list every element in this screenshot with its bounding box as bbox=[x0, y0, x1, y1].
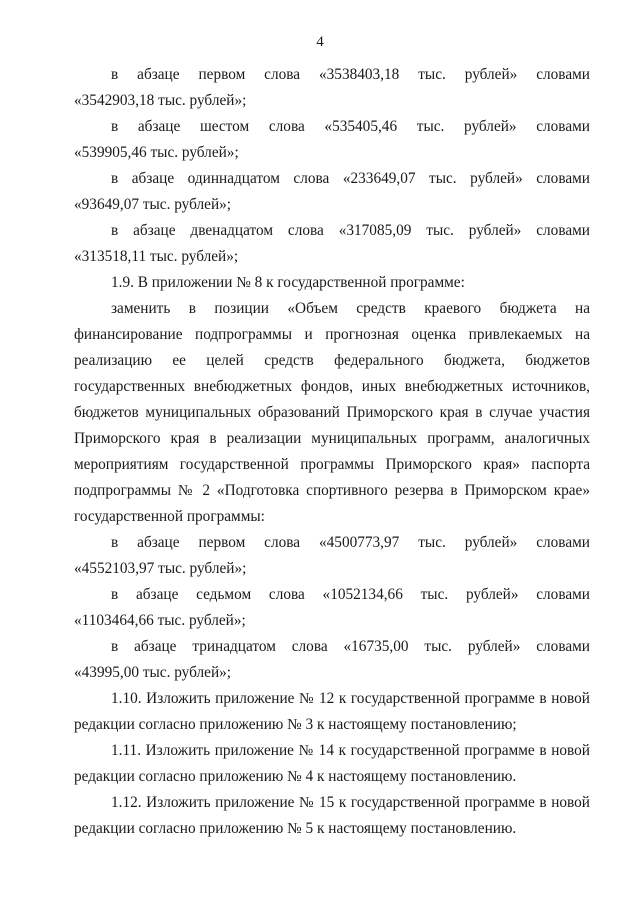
text-line: в абзаце первом слова «3538403,18 тыс. рублей» словами bbox=[111, 66, 590, 83]
text-line: 1.11. Изложить приложение № 14 к государственной программе в новой bbox=[111, 742, 590, 759]
text-line: Приморского края в реализации муниципальных программ, аналогичных bbox=[74, 430, 590, 447]
text-line: в абзаце тринадцатом слова «16735,00 тыс. рублей» словами bbox=[111, 638, 590, 655]
text-line: реализацию ее целей средств федерального бюджета, бюджетов bbox=[74, 352, 590, 369]
text-line: «4552103,97 тыс. рублей»; bbox=[74, 560, 247, 577]
text-line: 1.9. В приложении № 8 к государственной программе: bbox=[111, 274, 465, 291]
text-line: финансирование подпрограммы и прогнозная оценка привлекаемых на bbox=[74, 326, 590, 343]
text-line: бюджетов муниципальных образований Приморского края в случае участия bbox=[74, 404, 590, 421]
text-line: мероприятиям государственной программы Приморского края» паспорта bbox=[74, 456, 590, 473]
text-line: редакции согласно приложению № 3 к настоящему постановлению; bbox=[74, 716, 517, 733]
text-line: «539905,46 тыс. рублей»; bbox=[74, 144, 239, 161]
text-line: «313518,11 тыс. рублей»; bbox=[74, 248, 239, 265]
text-line: «1103464,66 тыс. рублей»; bbox=[74, 612, 246, 629]
text-line: в абзаце шестом слова «535405,46 тыс. рублей» словами bbox=[111, 118, 590, 135]
text-line: «43995,00 тыс. рублей»; bbox=[74, 664, 232, 681]
document-body bbox=[74, 64, 590, 844]
text-line: заменить в позиции «Объем средств краевого бюджета на bbox=[111, 300, 590, 317]
text-line: «3542903,18 тыс. рублей»; bbox=[74, 92, 247, 109]
text-line: государственных внебюджетных фондов, иных внебюджетных источников, bbox=[74, 378, 590, 395]
text-line: в абзаце двенадцатом слова «317085,09 тыс. рублей» словами bbox=[111, 222, 590, 239]
text-line: государственной программы: bbox=[74, 508, 265, 525]
text-line: подпрограммы № 2 «Подготовка спортивного резерва в Приморском крае» bbox=[74, 482, 590, 499]
text-line: «93649,07 тыс. рублей»; bbox=[74, 196, 232, 213]
text-line: 1.12. Изложить приложение № 15 к государственной программе в новой bbox=[111, 794, 590, 811]
text-line: в абзаце седьмом слова «1052134,66 тыс. рублей» словами bbox=[111, 586, 590, 603]
page-number: 4 bbox=[316, 34, 324, 50]
text-line: редакции согласно приложению № 5 к настоящему постановлению. bbox=[74, 820, 517, 837]
text-line: в абзаце первом слова «4500773,97 тыс. рублей» словами bbox=[111, 534, 590, 551]
text-line: редакции согласно приложению № 4 к настоящему постановлению. bbox=[74, 768, 517, 785]
text-line: в абзаце одиннадцатом слова «233649,07 тыс. рублей» словами bbox=[111, 170, 590, 187]
text-line: 1.10. Изложить приложение № 12 к государственной программе в новой bbox=[111, 690, 590, 707]
